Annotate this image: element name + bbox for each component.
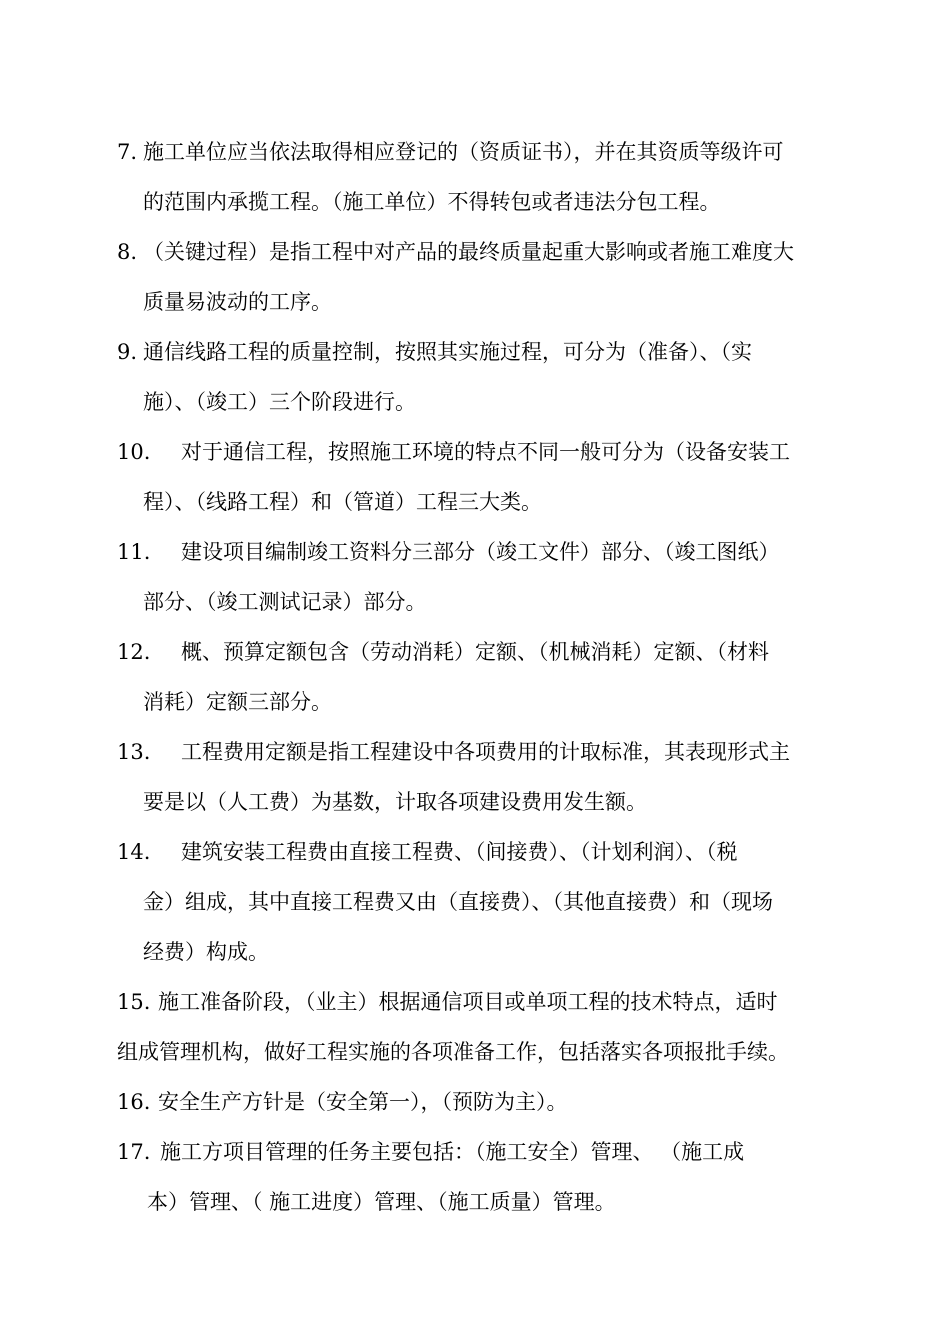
item-text: 程）、（线路工程）和（管道）工程三大类。 — [143, 490, 542, 514]
item-text: （关键过程）是指工程中对产品的最终质量起重大影响或者施工难度大 — [143, 240, 794, 264]
item-text: 部分、（竣工测试记录）部分。 — [143, 590, 427, 614]
item-text: 经费）构成。 — [143, 940, 269, 964]
item-text: 施工方项目管理的任务主要包括：（施工安全）管理、 （施工成 — [160, 1140, 745, 1164]
item-text: 要是以（人工费）为基数，计取各项建设费用发生额。 — [143, 790, 647, 814]
item-text: 的范围内承揽工程。（施工单位）不得转包或者违法分包工程。 — [143, 190, 721, 214]
item-text: 金）组成，其中直接工程费又由（直接费）、（其他直接费）和（现场 — [143, 890, 773, 914]
item-number: 8. — [117, 240, 138, 264]
item-text: 质量易波动的工序。 — [143, 290, 332, 314]
item-number: 11. — [117, 540, 151, 564]
item-text: 对于通信工程，按照施工环境的特点不同一般可分为（设备安装工 — [181, 440, 790, 464]
item-text: 建筑安装工程费由直接工程费、（间接费）、（计划利润）、（税 — [181, 840, 738, 864]
item-text: 安全生产方针是（安全第一），（预防为主）。 — [158, 1090, 568, 1114]
item-number: 12. — [117, 640, 151, 664]
item-number: 7. — [117, 140, 138, 164]
item-text: 施）、（竣工）三个阶段进行。 — [143, 390, 416, 414]
item-text: 概、预算定额包含（劳动消耗）定额、（机械消耗）定额、（材料 — [181, 640, 769, 664]
item-number: 16. — [117, 1090, 151, 1114]
item-number: 17. — [117, 1140, 151, 1164]
item-text: 建设项目编制竣工资料分三部分（竣工文件）部分、（竣工图纸） — [181, 540, 780, 564]
item-text: 本）管理、（ 施工进度）管理、（施工质量）管理。 — [147, 1190, 616, 1214]
item-text: 消耗）定额三部分。 — [143, 690, 332, 714]
item-text: 工程费用定额是指工程建设中各项费用的计取标准，其表现形式主 — [181, 740, 790, 764]
item-text: 组成管理机构，做好工程实施的各项准备工作，包括落实各项报批手续。 — [117, 1040, 789, 1064]
item-number: 15. — [117, 990, 151, 1014]
item-text: 通信线路工程的质量控制，按照其实施过程，可分为（准备）、（实 — [143, 340, 752, 364]
item-number: 13. — [117, 740, 151, 764]
item-number: 14. — [117, 840, 151, 864]
item-text: 施工准备阶段，（业主）根据通信项目或单项工程的技术特点，适时 — [158, 990, 778, 1014]
item-number: 9. — [117, 340, 138, 364]
item-text: 施工单位应当依法取得相应登记的（资质证书），并在其资质等级许可 — [143, 140, 784, 164]
item-number: 10. — [117, 440, 151, 464]
